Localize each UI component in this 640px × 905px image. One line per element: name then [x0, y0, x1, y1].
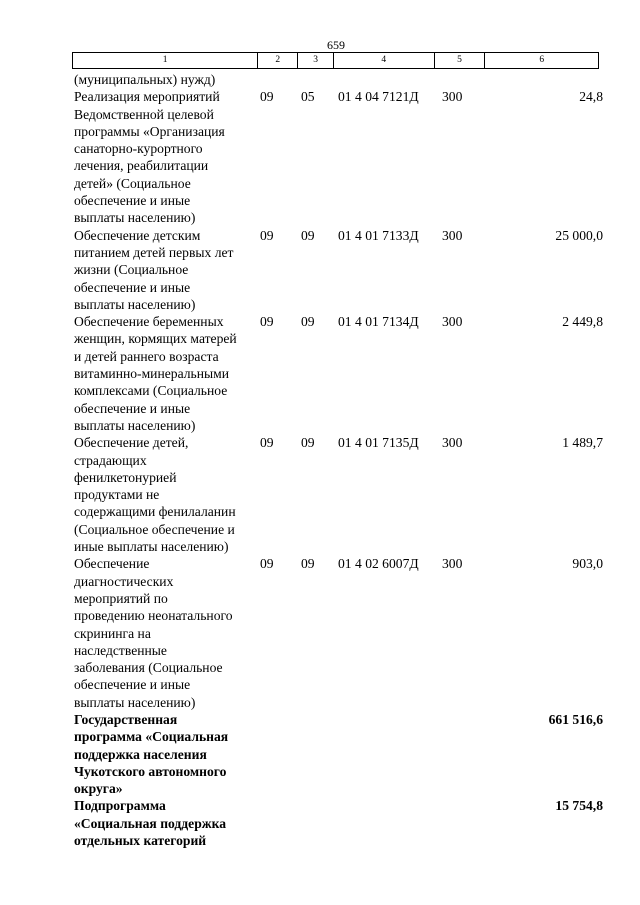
row-target-code: 01 4 02 6007Д	[338, 556, 419, 572]
row-name: Государственная программа «Социальная поддержка населения Чукотского автономного округа»	[74, 711, 229, 797]
row-amount: 2 449,8	[562, 314, 603, 330]
row-amount: 903,0	[572, 556, 603, 572]
row-subsection: 09	[301, 556, 315, 572]
row-target-code: 01 4 04 7121Д	[338, 89, 419, 105]
row-expense-type: 300	[442, 89, 463, 105]
header-col-5: 5	[435, 53, 486, 68]
table-row	[74, 555, 604, 711]
row-target-code: 01 4 01 7135Д	[338, 435, 419, 451]
row-expense-type: 300	[442, 435, 463, 451]
table-row	[74, 71, 604, 88]
row-subsection: 05	[301, 89, 315, 105]
table-row-program	[74, 711, 604, 797]
table-row	[74, 88, 604, 226]
row-name: (муниципальных) нужд)	[74, 72, 216, 87]
row-section: 09	[260, 89, 274, 105]
row-name: Обеспечение диагностических мероприятий по проведению неонатального скрининга на наследственные заболевания (Социальное обеспечение и иные выплаты населению)	[74, 556, 233, 710]
row-name: Обеспечение детей, страдающих фенилкетонурией продуктами не содержащими фенилаланин (Социальное обеспечение и иные выплаты населению)	[74, 435, 236, 555]
row-section: 09	[260, 435, 274, 451]
table-row	[74, 434, 604, 555]
row-amount: 24,8	[579, 89, 603, 105]
row-name: Обеспечение беременных женщин, кормящих матерей и детей раннего возраста витаминно-минеральными комплексами (Социальное обеспечение и иные выплаты населению)	[74, 314, 237, 433]
row-target-code: 01 4 01 7133Д	[338, 227, 419, 243]
row-name: Подпрограмма «Социальная поддержка отдельных категорий	[74, 798, 227, 849]
row-amount: 25 000,0	[555, 227, 603, 243]
header-col-3: 3	[298, 53, 334, 68]
row-expense-type: 300	[442, 227, 463, 243]
row-section: 09	[260, 314, 274, 330]
table-header	[72, 52, 599, 69]
table-body	[74, 71, 604, 849]
row-subsection: 09	[301, 227, 315, 243]
row-name: Реализация мероприятий Ведомственной целевой программы «Организация санаторно-курортного лечения, реабилитации детей» (Социальное обеспечение и иные выплаты населению)	[74, 89, 225, 226]
table-row	[74, 313, 604, 434]
row-subsection: 09	[301, 435, 315, 451]
page-number: 659	[327, 38, 345, 52]
header-col-2: 2	[258, 53, 298, 68]
row-expense-type: 300	[442, 314, 463, 330]
row-target-code: 01 4 01 7134Д	[338, 314, 419, 330]
row-section: 09	[260, 227, 274, 243]
row-name: Обеспечение детским питанием детей первых лет жизни (Социальное обеспечение и иные выплаты населению)	[74, 227, 234, 312]
row-amount: 1 489,7	[562, 435, 603, 451]
table-row	[74, 227, 604, 313]
header-col-6: 6	[539, 55, 545, 65]
row-subsection: 09	[301, 314, 315, 330]
header-col-4: 4	[334, 53, 435, 68]
row-expense-type: 300	[442, 556, 463, 572]
row-amount: 661 516,6	[548, 711, 603, 727]
row-amount: 15 754,8	[555, 798, 603, 814]
row-section: 09	[260, 556, 274, 572]
table-row-subprogram	[74, 797, 604, 849]
header-col-1: 1	[73, 53, 258, 68]
